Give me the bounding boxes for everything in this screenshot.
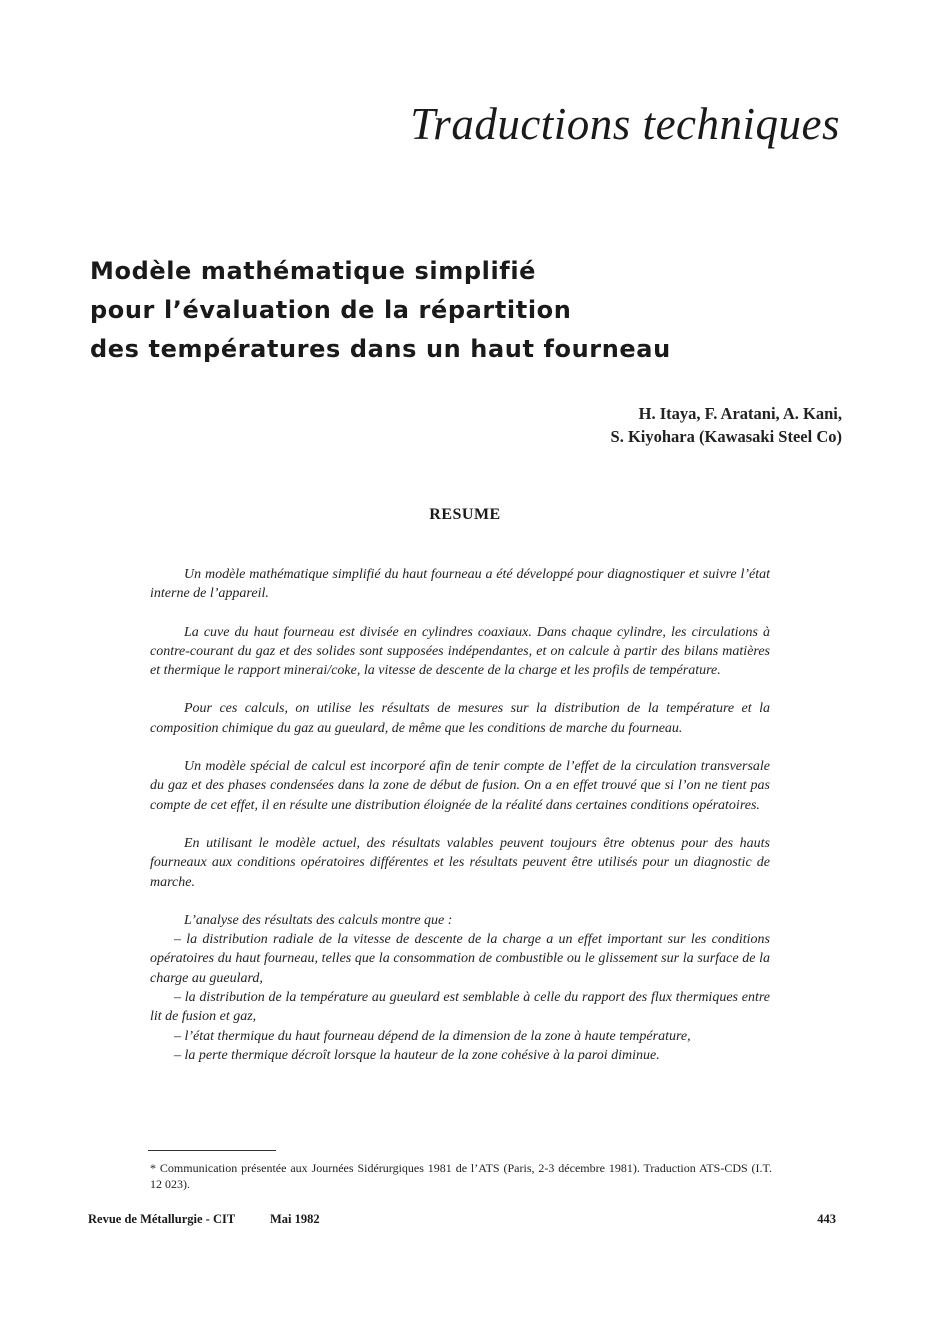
- article-title-line: des températures dans un haut fourneau: [90, 335, 671, 363]
- article-title-line: Modèle mathématique simplifié: [90, 257, 537, 285]
- footer-journal-name: Revue de Métallurgie - CIT: [88, 1212, 236, 1226]
- abstract-paragraph: En utilisant le modèle actuel, des résultats valables peuvent toujours être obtenus pour des hauts fourneaux aux conditions opératoires différentes et les résultats peuvent être utilisés pour un diagnostic de marche.: [150, 835, 770, 890]
- page-number: 443: [817, 1212, 836, 1226]
- author-list: [611, 402, 842, 448]
- finding-item: – la perte thermique décroît lorsque la hauteur de la zone cohésive à la paroi diminue.: [174, 1047, 660, 1063]
- finding-item: – la distribution radiale de la vitesse de descente de la charge a un effet important sur les conditions opératoires du haut fourneau, telles que la consommation de combustible ou le glissement sur la surface de la charge au gueulard,: [150, 932, 770, 986]
- abstract-paragraph: La cuve du haut fourneau est divisée en cylindres coaxiaux. Dans chaque cylindre, les circulations à contre-courant du gaz et des solides sont supposées indépendantes, et on calcule à partir des bilans matières et thermique le rapport minerai/coke, la vitesse de descente de la charge et les profils de température.: [150, 624, 770, 679]
- finding-item: – l’état thermique du haut fourneau dépend de la dimension de la zone à haute température,: [174, 1028, 691, 1044]
- abstract-paragraph: Un modèle spécial de calcul est incorporé afin de tenir compte de l’effet de la circulation transversale du gaz et des phases condensées dans la zone de début de fusion. On a en effet trouvé que si l’on ne tient pas compte de cet effet, il en résulte une distribution éloignée de la réalité dans certaines conditions opératoires.: [150, 759, 770, 813]
- article-title: [90, 252, 671, 369]
- finding-item: – la distribution de la température au gueulard est semblable à celle du rapport des flux thermiques entre lit de fusion et gaz,: [150, 990, 770, 1025]
- section-title: Traductions techniques: [410, 99, 840, 149]
- abstract-paragraph: Pour ces calculs, on utilise les résultats de mesures sur la distribution de la température et la composition chimique du gaz au gueulard, de même que les conditions de marche du fourneau.: [150, 701, 770, 736]
- article-title-line: pour l’évaluation de la répartition: [90, 296, 572, 324]
- footnote-divider: [148, 1150, 276, 1151]
- footnote: * Communication présentée aux Journées Sidérurgiques 1981 de l’ATS (Paris, 2-3 décembre 1981). Traduction ATS-CDS (I.T. 12 023).: [150, 1161, 772, 1191]
- abstract-paragraph: Un modèle mathématique simplifié du haut fourneau a été développé pour diagnostiquer et suivre l’état interne de l’appareil.: [150, 567, 770, 602]
- author-line: H. Itaya, F. Aratani, A. Kani,: [638, 404, 842, 423]
- findings-list: [150, 930, 770, 1065]
- analysis-intro: L’analyse des résultats des calculs montre que :: [184, 912, 453, 928]
- footer-issue-date: Mai 1982: [270, 1212, 320, 1226]
- author-line: S. Kiyohara (Kawasaki Steel Co): [610, 427, 842, 446]
- resume-heading: RESUME: [429, 506, 501, 523]
- abstract-body: [150, 565, 770, 1065]
- analysis-section: [150, 911, 770, 1065]
